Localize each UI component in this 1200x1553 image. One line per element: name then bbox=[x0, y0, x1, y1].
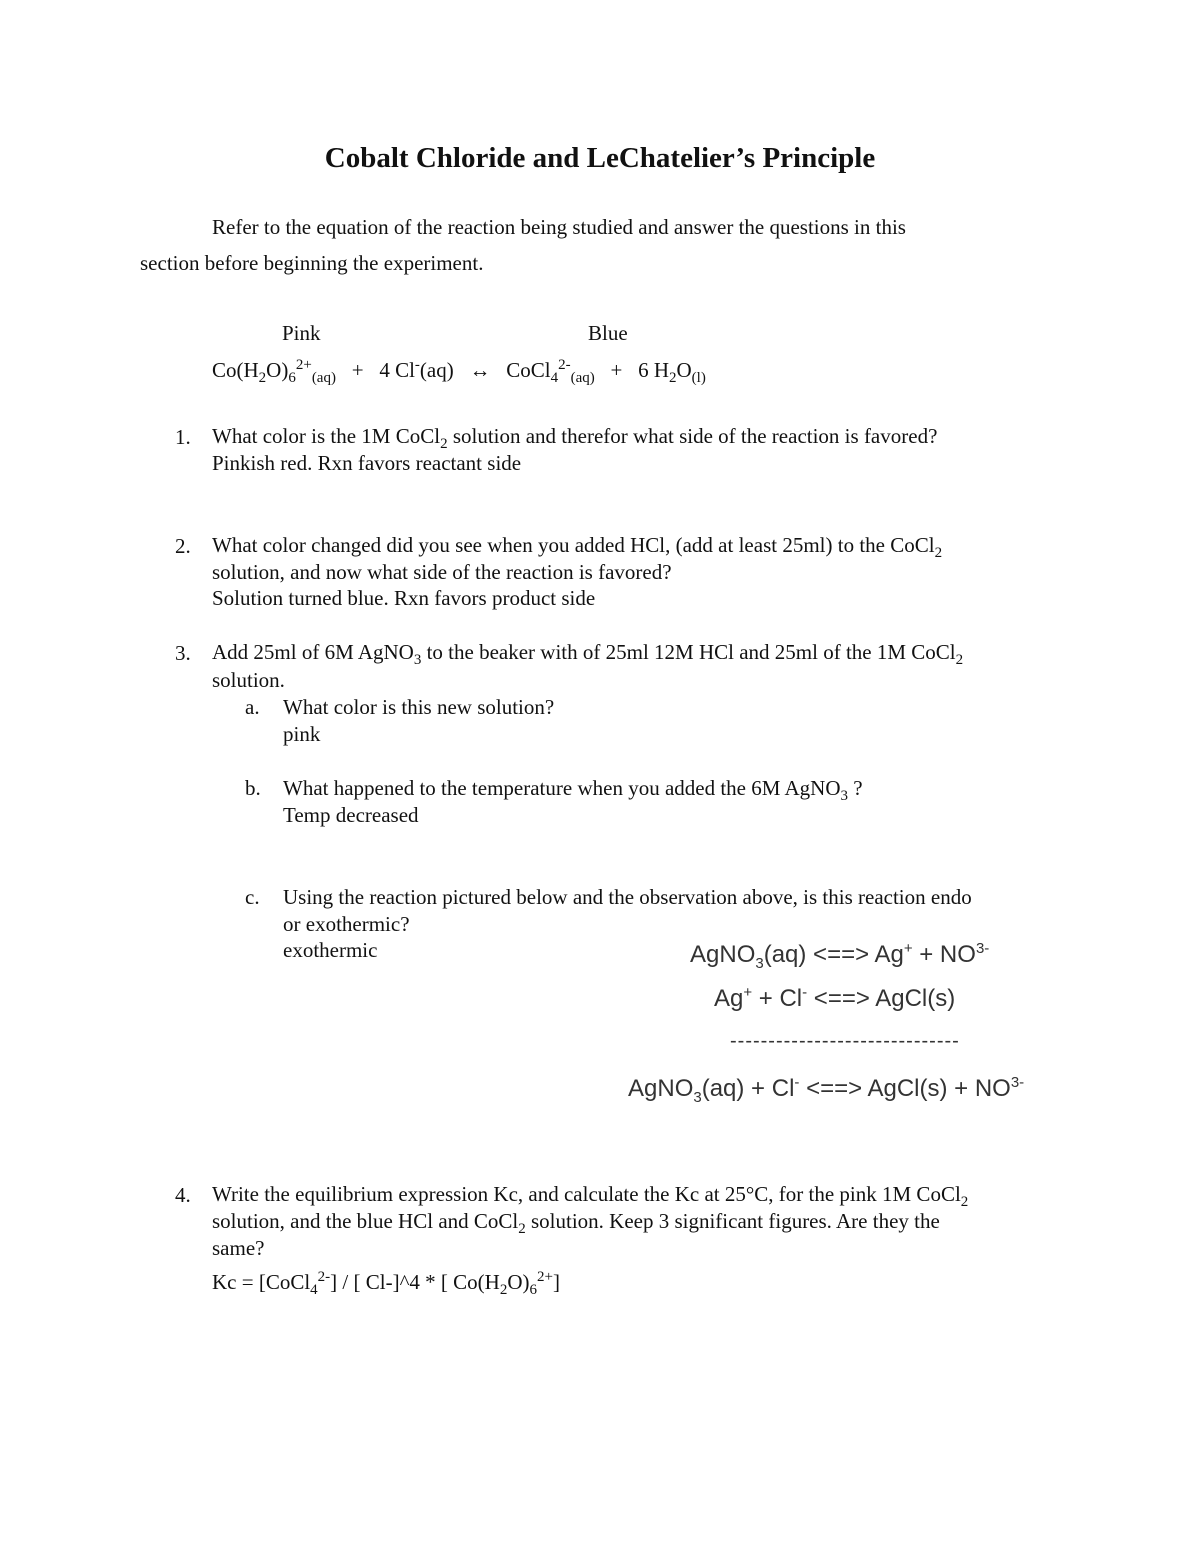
reactant-1: $Co(H_2O)_6^{2+}_{(aq)}$ bbox=[212, 357, 336, 387]
question-number: 3. bbox=[175, 641, 191, 665]
page-title: Cobalt Chloride and LeChatelier’s Principle bbox=[324, 142, 876, 174]
reactant-2: 4 Cl-(aq) bbox=[379, 357, 454, 382]
question-3b-text: What happened to the temperature when you added the 6M AgNO$_3$ ? bbox=[283, 776, 863, 805]
equilibrium-arrow: ↔ bbox=[469, 358, 491, 382]
equilibrium-expression: Kc = [CoCl$_4^{2-}$] / [ Cl-]^4 * [ $Co(H_2O)_6^{2+}$] bbox=[212, 1269, 560, 1299]
question-number: 4. bbox=[175, 1183, 191, 1207]
question-3c-line-2: or exothermic? bbox=[283, 912, 410, 936]
sub-question-letter: c. bbox=[245, 885, 260, 909]
question-3b-answer: Temp decreased bbox=[283, 803, 419, 827]
question-2-line-2: solution, and now what side of the reaction is favored? bbox=[212, 560, 672, 584]
product-1: CoCl$_4^{2-}_{(aq)}$ bbox=[506, 357, 595, 387]
sub-question-letter: a. bbox=[245, 695, 260, 719]
question-2-text: What color changed did you see when you added HCl, (add at least 25ml) to the CoCl$_2$ bbox=[212, 533, 943, 562]
product-2: 6 $H_2O_{(l)}$ bbox=[638, 358, 706, 387]
question-3c-text: Using the reaction pictured below and the observation above, is this reaction endo bbox=[283, 885, 972, 909]
question-1-answer: Pinkish red. Rxn favors reactant side bbox=[212, 451, 522, 475]
question-3c-answer: exothermic bbox=[283, 938, 378, 962]
plus-sign: + bbox=[351, 358, 364, 382]
question-1-text: What color is the 1M CoCl$_2$ solution and therefor what side of the reaction is favored? bbox=[212, 424, 938, 453]
intro-line-1: Refer to the equation of the reaction being studied and answer the questions in this bbox=[212, 215, 906, 239]
question-3-line-2: solution. bbox=[212, 668, 285, 692]
blue-label: Blue bbox=[588, 321, 628, 345]
equation-divider: ------------------------------ bbox=[730, 1030, 960, 1052]
question-2-answer: Solution turned blue. Rxn favors product side bbox=[212, 586, 596, 610]
plus-sign: + bbox=[610, 358, 623, 382]
question-4-line-3: same? bbox=[212, 1236, 265, 1260]
reaction-equations-image bbox=[618, 930, 1108, 1120]
equation-line-1: AgNO$_3$(aq) <==> $Ag^+ + NO^{3-}$ bbox=[690, 940, 990, 972]
intro-line-2: section before beginning the experiment. bbox=[140, 251, 484, 275]
question-4-text: Write the equilibrium expression Kc, and calculate the Kc at 25°C, for the pink 1M CoCl$_2$ bbox=[212, 1182, 969, 1211]
pink-label: Pink bbox=[282, 321, 321, 345]
question-3a-answer: pink bbox=[283, 722, 321, 746]
question-3-text: Add 25ml of 6M AgNO$_3$ to the beaker with of 25ml 12M HCl and 25ml of the 1M CoCl$_2$ bbox=[212, 640, 964, 669]
question-4-line-2: solution, and the blue HCl and CoCl$_2$ solution. Keep 3 significant figures. Are they the bbox=[212, 1209, 940, 1238]
sub-question-letter: b. bbox=[245, 776, 261, 800]
question-number: 1. bbox=[175, 425, 191, 449]
question-3a-text: What color is this new solution? bbox=[283, 695, 555, 719]
reaction-equation bbox=[212, 352, 706, 391]
question-number: 2. bbox=[175, 534, 191, 558]
equation-line-3: AgNO$_3$(aq) + Cl- <==> AgCl(s) + $NO^{3-}$ bbox=[628, 1074, 1025, 1106]
equation-line-2: Ag+ + Cl- <==> AgCl(s) bbox=[714, 984, 956, 1012]
